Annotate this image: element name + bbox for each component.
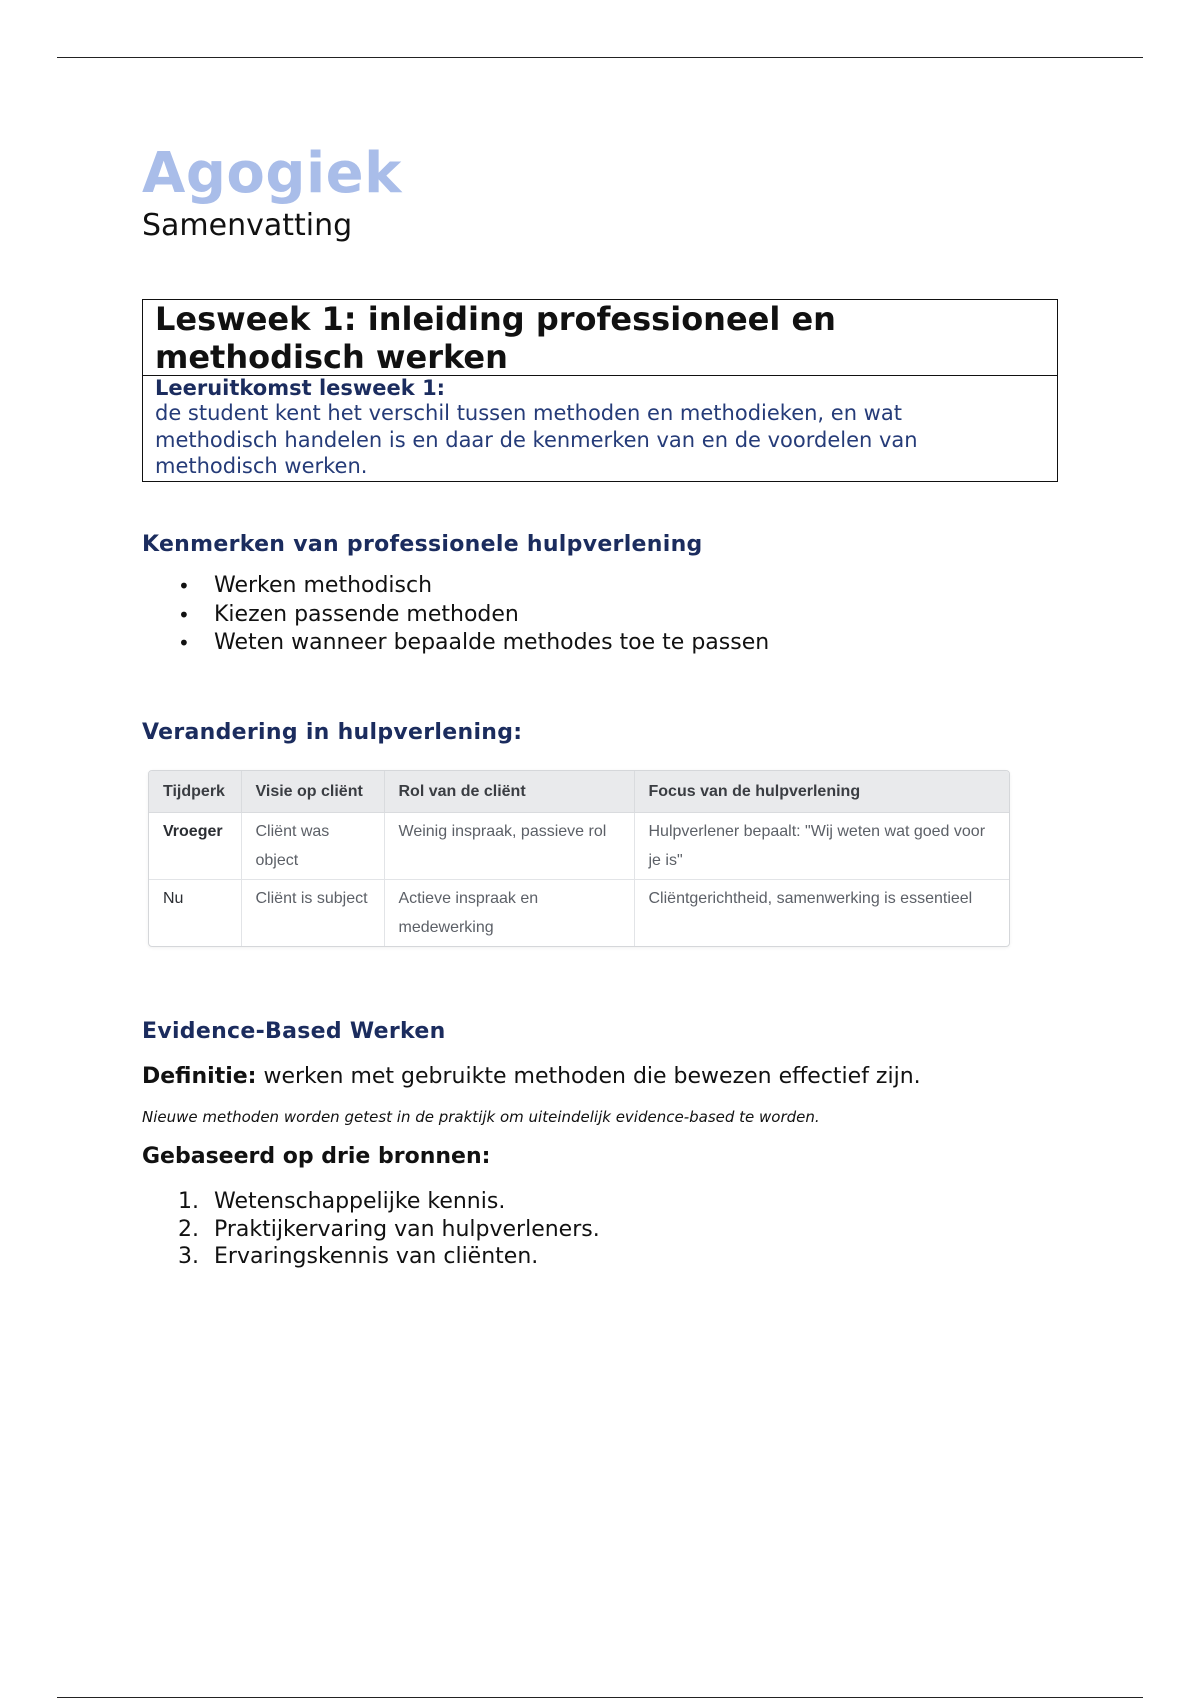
lesweek-box [142,299,1058,482]
list-item-text: Weten wanneer bepaalde methodes toe te passen [214,630,770,655]
leeruitkomst-label: Leeruitkomst lesweek 1: [155,376,446,400]
column-header-tijdperk: Tijdperk [149,771,241,813]
evidence-heading: Evidence-Based Werken [142,1019,446,1044]
cell-focus: Hulpverlener bepaalt: "Wij weten wat goed voor je is" [634,813,1009,880]
bullet-icon: • [178,631,190,655]
document-title: Agogiek [142,141,402,206]
definitie-paragraph [142,1063,921,1091]
leeruitkomst-line: methodisch handelen is en daar de kenmerken van en de voordelen van [155,427,918,452]
column-header-focus: Focus van de hulpverlening [634,771,1009,813]
leeruitkomst-section [143,376,1057,481]
leeruitkomst-line: methodisch werken. [155,454,368,478]
table-header-row [149,771,1009,813]
bullet-icon: • [178,602,190,627]
list-number: 3. [178,1244,199,1269]
list-item [142,1216,600,1244]
list-item-text: Wetenschappelijke kennis. [214,1189,506,1214]
document-subtitle: Samenvatting [142,208,353,243]
bullet-icon: • [178,574,190,598]
kenmerken-list [142,572,769,658]
kenmerken-heading: Kenmerken van professionele hulpverlening [142,532,703,557]
cell-visie: Cliënt was object [241,813,384,880]
definitie-label: Definitie: [142,1064,257,1089]
evidence-note: Nieuwe methoden worden getest in de praktijk om uiteindelijk evidence-based te worden. [142,1108,820,1126]
lesweek-header [143,300,1057,376]
list-item [142,572,769,601]
footer-rule [57,1697,1143,1698]
table-row [149,880,1009,947]
list-item [142,601,769,630]
cell-focus: Cliëntgerichtheid, samenwerking is essentieel [648,890,973,907]
bronnen-heading: Gebaseerd op drie bronnen: [142,1144,491,1169]
list-number: 2. [178,1216,199,1242]
cell-tijdperk: Nu [149,880,241,947]
verandering-heading: Verandering in hulpverlening: [142,720,523,745]
list-item-text: Praktijkervaring van hulpverleners. [214,1216,600,1242]
leeruitkomst-line: de student kent het verschil tussen methoden en methodieken, en wat [155,401,902,425]
list-item [142,1243,600,1271]
list-item [142,629,769,658]
list-item-text: Kiezen passende methoden [214,601,519,627]
list-item [142,1188,600,1216]
header-rule [57,57,1143,58]
definitie-text: werken met gebruikte methoden die bewezen effectief zijn. [256,1064,921,1089]
cell-tijdperk: Vroeger [149,813,241,880]
cell-rol: Weinig inspraak, passieve rol [384,813,634,880]
table-row [149,813,1009,880]
column-header-visie: Visie op cliënt [241,771,384,813]
cell-visie: Cliënt is subject [241,880,384,947]
lesweek-heading: Lesweek 1: inleiding professioneel en methodisch werken [155,300,836,376]
cell-rol: Actieve inspraak en medewerking [384,880,634,947]
list-item-text: Ervaringskennis van cliënten. [214,1244,539,1269]
list-item-text: Werken methodisch [214,573,433,598]
verandering-table [148,770,1010,947]
list-number: 1. [178,1189,199,1214]
column-header-rol: Rol van de cliënt [384,771,634,813]
bronnen-list [142,1188,600,1271]
